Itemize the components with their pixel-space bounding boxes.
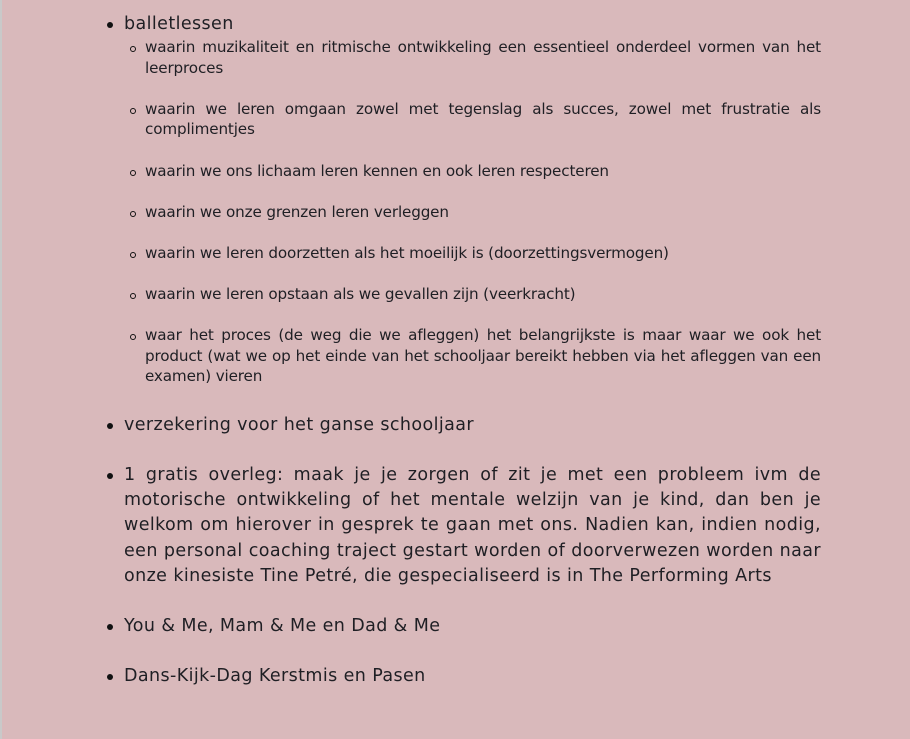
sub-list-item: [145, 284, 821, 305]
bullet-icon: [107, 423, 113, 429]
bullet-icon: [107, 624, 113, 630]
bullet-icon: [107, 674, 113, 680]
list-item-label: You & Me, Mam & Me en Dad & Me: [124, 615, 441, 636]
sub-list-item-label: waarin we leren opstaan als we gevallen zijn (veerkracht): [145, 284, 576, 303]
sub-list-item: [145, 37, 821, 78]
list-item-balletlessen: [124, 12, 821, 387]
included-items-list: [124, 12, 821, 689]
sub-list-item: [145, 99, 821, 140]
circle-bullet-icon: [130, 211, 136, 217]
sub-list-item-label: waarin we ons lichaam leren kennen en ook leren respecteren: [145, 161, 609, 180]
circle-bullet-icon: [130, 46, 136, 52]
circle-bullet-icon: [130, 170, 136, 176]
sub-list-item-label: waarin we leren doorzetten als het moeilijk is (doorzettingsvermogen): [145, 243, 669, 262]
list-item-dans-kijk-dag: [124, 664, 821, 689]
bullet-icon: [107, 22, 113, 28]
circle-bullet-icon: [130, 108, 136, 114]
list-item-label: balletlessen: [124, 14, 234, 34]
circle-bullet-icon: [130, 252, 136, 258]
circle-bullet-icon: [130, 293, 136, 299]
sub-list-item: [145, 202, 821, 223]
list-item-label: 1 gratis overleg: maak je je zorgen of zit je met een probleem ivm de motorische ontwikkeling of het mentale welzijn van je kind, dan ben je welkom om hierover in gesprek te gaan met ons. Nadien kan, indien nodig, een personal coaching traject gestart worden of doorverwezen worden naar onze kinesiste Tine Petré, die gespecialiseerd is in The Performing Arts: [124, 464, 821, 586]
list-item-you-and-me: [124, 614, 821, 639]
sub-list-item-label: waarin we leren omgaan zowel met tegenslag als succes, zowel met frustratie als complimentjes: [145, 99, 821, 139]
bullet-icon: [107, 473, 113, 479]
sub-list-item-label: waarin muzikaliteit en ritmische ontwikkeling een essentieel onderdeel vormen van het leerproces: [145, 38, 821, 77]
sub-list-item: [145, 325, 821, 387]
sub-list-item-label: waarin we onze grenzen leren verleggen: [145, 202, 449, 221]
balletlessen-sub-list: [145, 37, 821, 387]
list-item-label: verzekering voor het ganse schooljaar: [124, 414, 474, 435]
list-item-gratis-overleg: [124, 463, 821, 589]
list-item-verzekering: [124, 413, 821, 438]
sub-list-item: [145, 161, 821, 182]
sub-list-item-label: waar het proces (de weg die we afleggen) het belangrijkste is maar waar we ook het product (wat we op het einde van het schooljaar bereikt hebben via het afleggen van een examen) vieren: [145, 325, 821, 386]
circle-bullet-icon: [130, 334, 136, 340]
sub-list-item: [145, 243, 821, 264]
list-item-label: Dans-Kijk-Dag Kerstmis en Pasen: [124, 666, 426, 687]
